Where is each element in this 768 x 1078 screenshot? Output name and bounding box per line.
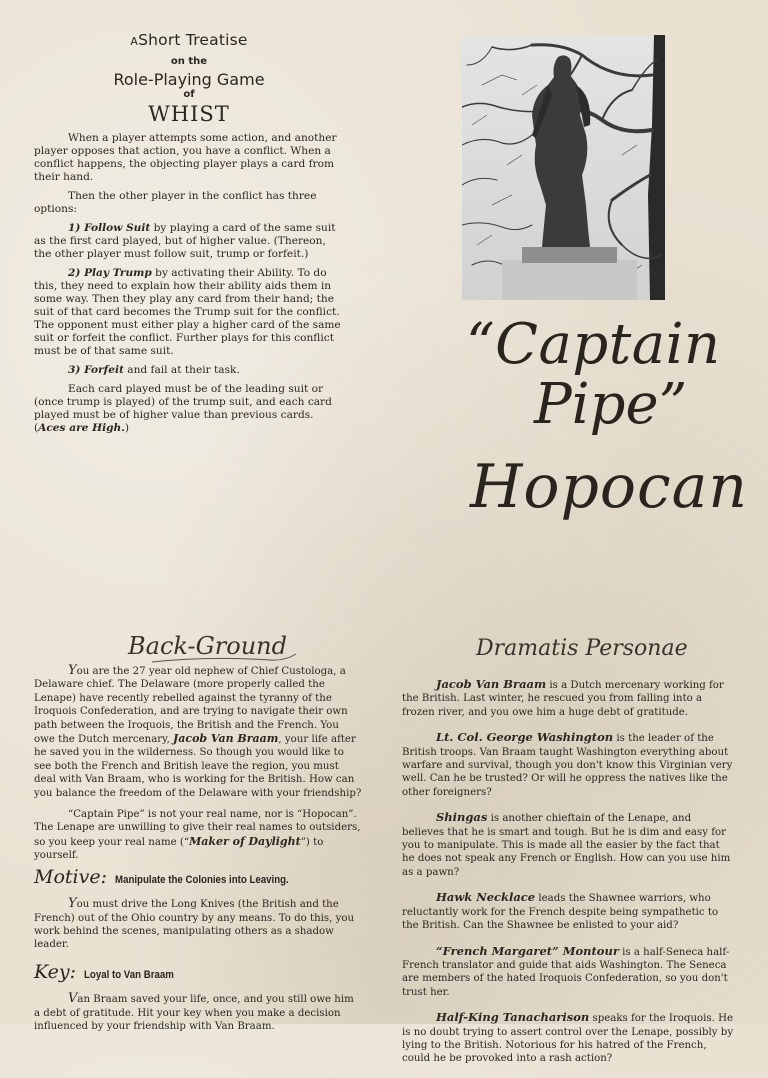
key-heading	[34, 960, 362, 983]
key-paragraph: Van Braam saved your life, once, and you still owe him a debt of gratitude. Hit your key when you make a decision influenced by your friendship with Van Braam.	[34, 991, 354, 1032]
title-hopocan: Hopocan	[470, 452, 748, 522]
option-forfeit	[34, 364, 344, 377]
title-on-the: on the	[170, 56, 208, 67]
persona-shingas: Shingas is another chieftain of the Lenape, and believes that he is smart and tough. But he is dim and easy for you to manipulate. This is made all the easier by the fact that he does not speak any French or English. How can you use him as a pawn?	[402, 810, 731, 878]
treatise-paragraph: When a player attempts some action, and another player opposes that action, you have a conflict. When a conflict happens, the objecting player plays a card from their hand.	[34, 132, 337, 183]
key-text: Loyal to Van Braam	[84, 968, 174, 981]
background-paragraph: “Captain Pipe” is not your real name, nor is “Hopocan”. The Lenape are unwilling to give their real names to outsiders, so you keep your real name (“Maker of Daylight”) to yourself.	[34, 809, 361, 862]
persona-hawk-necklace: Hawk Necklace leads the Shawnee warriors, who reluctantly work for the French despite being sympathetic to the British. Can the Shawnee be enlisted to your aid?	[402, 890, 719, 932]
character-title	[430, 312, 750, 562]
treatise-paragraph: Then the other player in the conflict has three options:	[34, 190, 317, 215]
key-label: Key:	[34, 960, 77, 983]
treatise-title	[34, 30, 344, 126]
title-whist: WHIST	[148, 102, 230, 126]
motive-label: Motive:	[34, 865, 107, 888]
aces-high: Aces are High.	[38, 422, 125, 434]
name-maker-of-daylight: Maker of Daylight	[189, 834, 301, 848]
persona-french-margaret: “French Margaret” Montour is a half-Seneca half-French translator and guide that aids Washington. The Seneca are members of the hated Iroquois Confederation, so you don't trust her.	[402, 943, 730, 998]
option-label: 1) Follow Suit	[68, 222, 151, 234]
background-column	[34, 664, 362, 1041]
title-pipe: Pipe”	[534, 372, 688, 437]
option-play-trump	[34, 267, 344, 358]
statue-photo	[462, 35, 665, 300]
dramatis-column	[402, 678, 734, 1078]
motive-heading	[34, 865, 362, 888]
title-of: of	[183, 89, 195, 100]
title-short-treatise: Short Treatise	[138, 31, 248, 49]
option-text: and fail at their task.	[123, 364, 240, 376]
background-heading: Back-Ground	[128, 632, 287, 660]
treatise-paragraph: Each card played must be of the leading suit or (once trump is played) of the trump suit, and each card played must be of higher value than previous cards. (Aces are High.)	[34, 383, 332, 434]
treatise-section	[34, 30, 344, 441]
persona-george-washington: Lt. Col. George Washington is the leader of the British troops. Van Braam taught Washington everything about warfare and survival, though you don't know this Virginian very well. Can he be trusted? Or will he oppress the natives like the other foreigners?	[402, 730, 733, 798]
persona-half-king: Half-King Tanacharison speaks for the Iroquois. He is no doubt trying to assert control over the Lenape, possibly by lying to the British. Notorious for his hatred of the French, could he be provoked into a rash action?	[402, 1010, 734, 1065]
dramatis-heading: Dramatis Personae	[476, 636, 688, 661]
persona-jacob-van-braam: Jacob Van Braam is a Dutch mercenary working for the British. Last winter, he rescued you from falling into a frozen river, and you owe him a huge debt of gratitude.	[402, 677, 724, 718]
option-label: 2) Play Trump	[68, 267, 152, 279]
option-text: by activating their Ability. To do this, they need to explain how their ability aids them in some way. Then they play any card from their hand; the suit of that card becomes the Trump suit for the conflict. The opponent must either play a higher card of the same suit or forfeit the conflict. Further plays for this conflict must be of that same suit.	[34, 267, 341, 357]
motive-text: Manipulate the Colonies into Leaving.	[115, 873, 289, 886]
title-a: A	[130, 35, 139, 48]
statue-image	[462, 35, 665, 300]
motive-paragraph: You must drive the Long Knives (the British and the French) out of the Ohio country by any means. To do this, you work behind the scenes, manipulating others as a shadow leader.	[34, 896, 355, 951]
background-paragraph: You are the 27 year old nephew of Chief Custologa, a Delaware chief. The Delaware (more properly called the Lenape) have recently rebelled against the tyranny of the Iroquois Confederation, and are trying to navigate their own path between the Iroquois, the British and the French. You owe the Dutch mercenary, Jacob Van Braam, your life after he saved you in the wilderness. So though you would like to see both the French and British leave the region, you must deal with Van Braam, who is working for the British. How can you balance the freedom of the Delaware with your friendship?	[34, 663, 362, 799]
option-label: 3) Forfeit	[68, 364, 124, 376]
title-role-playing-game: Role-Playing Game	[113, 70, 265, 89]
title-captain: “Captain	[466, 312, 721, 377]
option-follow-suit	[34, 222, 344, 261]
name-jacob-van-braam: Jacob Van Braam	[173, 732, 279, 746]
option-text: by playing a card of the same suit as the first card played, but of higher value. (Thereon, the other player must follow suit, trump or forfeit.)	[34, 222, 336, 260]
